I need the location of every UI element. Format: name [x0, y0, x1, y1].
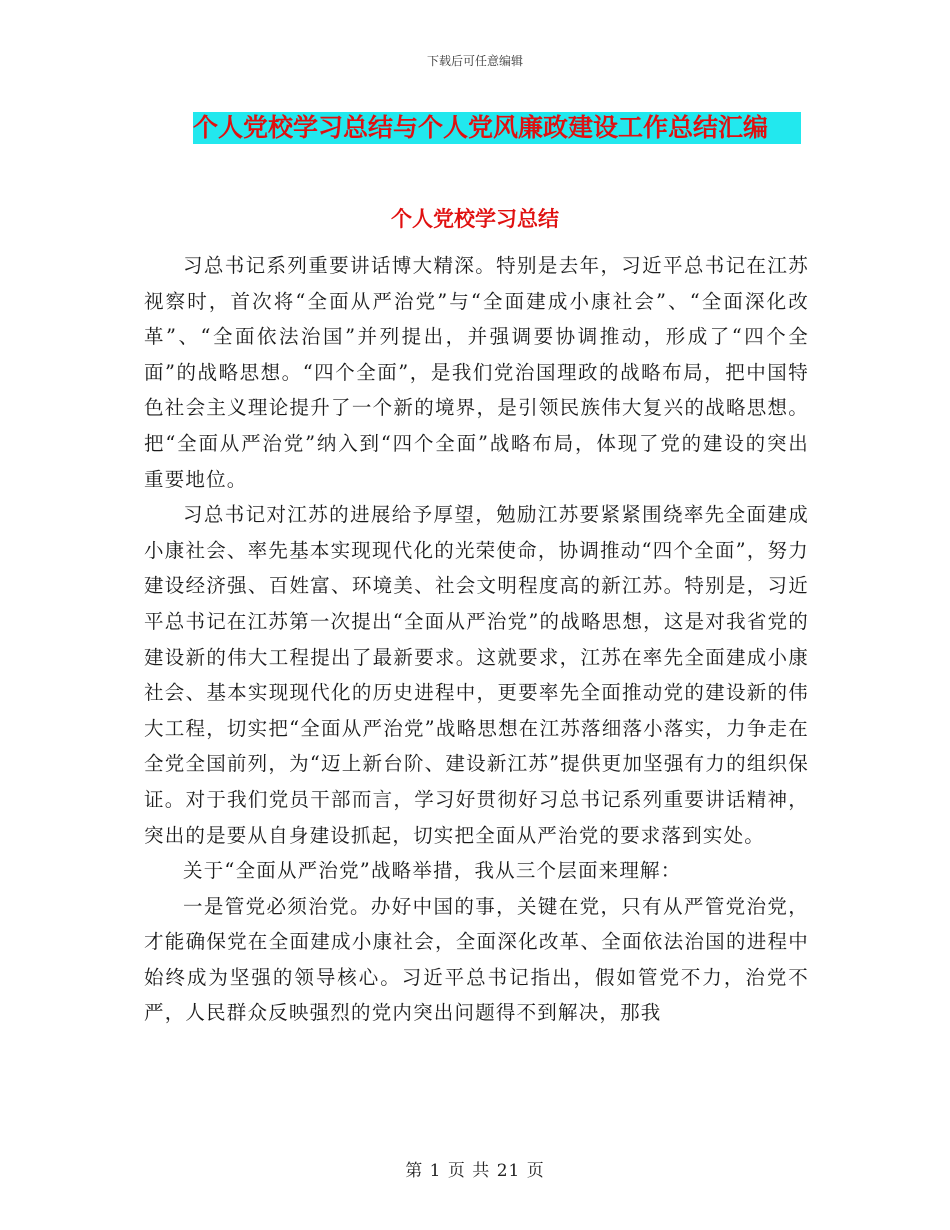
paragraph: 一是管党必须治党。办好中国的事，关键在党，只有从严管党治党，才能确保党在全面建成小康社会，全面深化改革、全面依法治国的进程中始终成为坚强的领导核心。习近平总书记指出，假如管党不力，治党不严，人民群众反映强烈的党内突出问题得不到解决，那我: [144, 894, 809, 1025]
paragraph: 习总书记系列重要讲话博大精深。特别是去年，习近平总书记在江苏视察时，首次将“全面从严治党”与“全面建成小康社会”、“全面深化改革”、“全面依法治国”并列提出，并强调要协调推动，形成了“四个全面”的战略思想。“四个全面”，是我们党治国理政的战略布局，把中国特色社会主义理论提升了一个新的境界，是引领民族伟大复兴的战略思想。把“全面从严治党”纳入到“四个全面”战略布局，体现了党的建设的突出重要地位。: [144, 254, 809, 491]
paragraph: 习总书记对江苏的进展给予厚望，勉励江苏要紧紧围绕率先全面建成小康社会、率先基本实现现代化的光荣使命，协调推动“四个全面”，努力建设经济强、百姓富、环境美、社会文明程度高的新江苏。特别是，习近平总书记在江苏第一次提出“全面从严治党”的战略思想，这是对我省党的建设新的伟大工程提出了最新要求。这就要求，江苏在率先全面建成小康社会、基本实现现代化的历史进程中，更要率先全面推动党的建设新的伟大工程，切实把“全面从严治党”战略思想在江苏落细落小落实，力争走在全党全国前列，为“迈上新台阶、建设新江苏”提供更加坚强有力的组织保证。对于我们党员干部而言，学习好贯彻好习总书记系列重要讲话精神，突出的是要从自身建设抓起，切实把全面从严治党的要求落到实处。: [144, 503, 809, 847]
document-title-highlight: [193, 112, 801, 144]
paragraph: 关于“全面从严治党”战略举措，我从三个层面来理解：: [183, 859, 682, 883]
page-header-note: 下载后可任意编辑: [426, 54, 523, 68]
section-title: 个人党校学习总结: [391, 207, 559, 231]
document-body: [144, 248, 809, 1031]
page-footer: 第 1 页 共 21 页: [405, 1161, 545, 1181]
document-title: 个人党校学习总结与个人党风廉政建设工作总结汇编: [193, 113, 769, 142]
